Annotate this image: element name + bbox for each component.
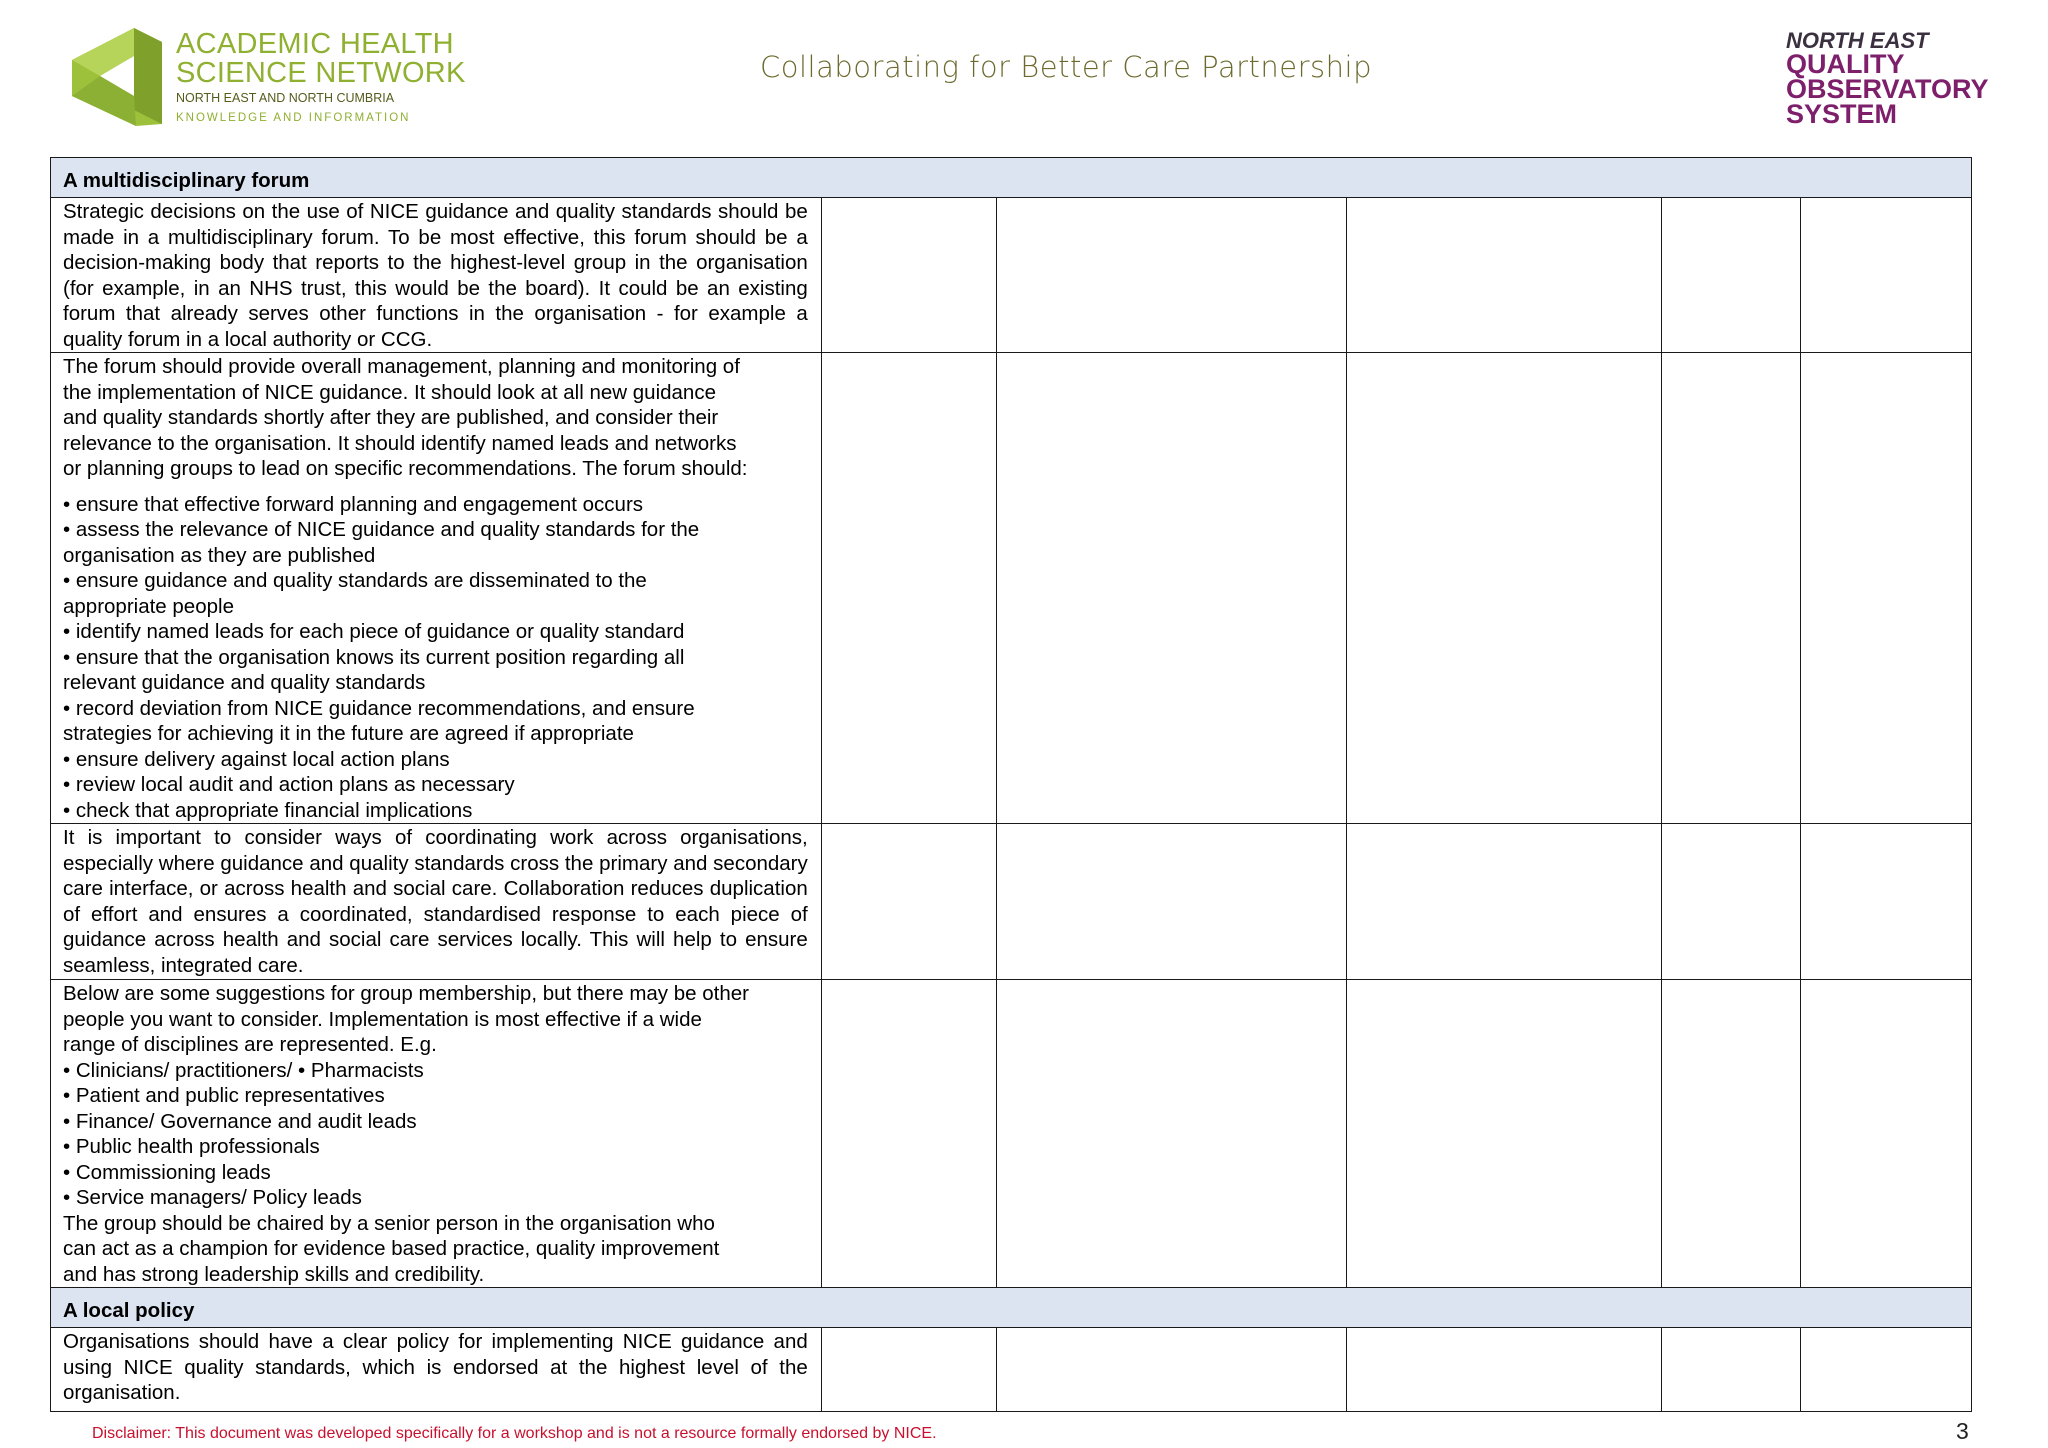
empty-cell[interactable] xyxy=(821,353,997,824)
list-item: • Patient and public representatives xyxy=(63,1084,385,1107)
empty-cell[interactable] xyxy=(997,353,1346,824)
list-item: organisation as they are published xyxy=(63,543,376,567)
empty-cell[interactable] xyxy=(1661,198,1801,353)
empty-cell[interactable] xyxy=(1801,980,1972,1288)
neqos-logo xyxy=(1786,28,1989,129)
neqos-line1: NORTH EAST xyxy=(1786,28,1929,53)
empty-cell[interactable] xyxy=(997,198,1346,353)
row-text-cell: Organisations should have a clear policy for implementing NICE guidance and using NICE quality standards, which is endorsed at the highest level of the organisation. xyxy=(51,1328,822,1412)
section-heading-multidisciplinary-forum: A multidisciplinary forum xyxy=(51,158,1972,198)
list-item: strategies for achieving it in the future are agreed if appropriate xyxy=(63,722,634,745)
text-line: The forum should provide overall management, planning and monitoring of xyxy=(63,355,740,378)
empty-cell[interactable] xyxy=(1346,198,1661,353)
row-text-cell: Strategic decisions on the use of NICE guidance and quality standards should be made in a multidisciplinary forum. To be most effective, this forum should be a decision-making body that reports to the highest-level group in the organisation (for example, in an NHS trust, this would be the board). It could be an existing forum that already serves other functions in the organisation - for example a quality forum in a local authority or CCG. xyxy=(51,198,822,353)
text-line: and quality standards shortly after they are published, and consider their xyxy=(63,406,719,429)
empty-cell[interactable] xyxy=(821,1328,997,1412)
empty-cell[interactable] xyxy=(1346,980,1661,1288)
table-row xyxy=(51,353,1972,824)
list-item: • review local audit and action plans as necessary xyxy=(63,773,515,796)
list-item: • assess the relevance of NICE guidance and quality standards for the xyxy=(63,518,700,541)
list-item: relevant guidance and quality standards xyxy=(63,671,426,694)
list-item: • Service managers/ Policy leads xyxy=(63,1186,362,1209)
text-line: people you want to consider. Implementation is most effective if a wide xyxy=(63,1007,702,1031)
empty-cell[interactable] xyxy=(997,980,1346,1288)
list-item: • ensure that effective forward planning and engagement occurs xyxy=(63,492,644,516)
empty-cell[interactable] xyxy=(1346,824,1661,980)
row-text-cell xyxy=(51,980,822,1288)
empty-cell[interactable] xyxy=(1801,1328,1972,1412)
text-line: relevance to the organisation. It should identify named leads and networks xyxy=(63,431,737,455)
empty-cell[interactable] xyxy=(997,824,1346,980)
neqos-line3: OBSERVATORY xyxy=(1786,74,1989,104)
disclaimer: Disclaimer: This document was developed specifically for a workshop and is not a resource formally endorsed by NICE. xyxy=(92,1425,937,1442)
empty-cell[interactable] xyxy=(1801,824,1972,980)
text-line: and has strong leadership skills and credibility. xyxy=(63,1262,485,1286)
empty-cell[interactable] xyxy=(1661,824,1801,980)
neqos-line2: QUALITY xyxy=(1786,49,1905,79)
text-line: range of disciplines are represented. E.g. xyxy=(63,1033,437,1056)
table-row xyxy=(51,198,1972,353)
row-text-cell: It is important to consider ways of coordinating work across organisations, especially where guidance and quality standards cross the primary and secondary care interface, or across health and social care. Collaboration reduces duplication of effort and ensures a coordinated, standardised response to each piece of guidance across health and social care services locally. This will help to ensure seamless, integrated care. xyxy=(51,824,822,980)
list-item: appropriate people xyxy=(63,594,234,618)
empty-cell[interactable] xyxy=(1801,353,1972,824)
list-item: • ensure delivery against local action plans xyxy=(63,747,450,771)
list-item: • identify named leads for each piece of guidance or quality standard xyxy=(63,620,685,643)
row-text-cell xyxy=(51,353,822,824)
empty-cell[interactable] xyxy=(821,198,997,353)
section-heading-row xyxy=(51,158,1972,198)
list-item: • record deviation from NICE guidance recommendations, and ensure xyxy=(63,696,695,720)
empty-cell[interactable] xyxy=(1661,1328,1801,1412)
page-number: 3 xyxy=(1956,1418,1969,1444)
text-line: or planning groups to lead on specific recommendations. The forum should: xyxy=(63,457,748,480)
text-line: the implementation of NICE guidance. It should look at all new guidance xyxy=(63,380,716,404)
neqos-line4: SYSTEM xyxy=(1786,99,1898,129)
list-item: • Commissioning leads xyxy=(63,1160,271,1184)
forum-intro xyxy=(63,354,808,482)
list-item: • ensure that the organisation knows its current position regarding all xyxy=(63,645,685,669)
empty-cell[interactable] xyxy=(997,1328,1346,1412)
list-item: • Finance/ Governance and audit leads xyxy=(63,1109,417,1133)
text-line: The group should be chaired by a senior person in the organisation who xyxy=(63,1211,715,1235)
forum-duties-list xyxy=(63,492,808,824)
ahsn-tagline: KNOWLEDGE AND INFORMATION xyxy=(176,112,411,124)
section-heading-local-policy: A local policy xyxy=(51,1288,1972,1328)
ahsn-region: NORTH EAST AND NORTH CUMBRIA xyxy=(176,91,395,105)
text-line: Below are some suggestions for group membership, but there may be other xyxy=(63,982,749,1005)
ahsn-name-line1: ACADEMIC HEALTH xyxy=(176,28,454,60)
ahsn-logo xyxy=(70,26,466,130)
page-title: Collaborating for Better Care Partnership xyxy=(760,50,1373,84)
empty-cell[interactable] xyxy=(821,980,997,1288)
ahsn-name-line2: SCIENCE NETWORK xyxy=(176,57,466,89)
empty-cell[interactable] xyxy=(1801,198,1972,353)
section-heading-row xyxy=(51,1288,1972,1328)
table-row xyxy=(51,1328,1972,1412)
empty-cell[interactable] xyxy=(1346,353,1661,824)
table-row xyxy=(51,980,1972,1288)
empty-cell[interactable] xyxy=(821,824,997,980)
ahsn-triangle-icon xyxy=(70,26,166,130)
empty-cell[interactable] xyxy=(1661,353,1801,824)
table-row xyxy=(51,824,1972,980)
list-item: • ensure guidance and quality standards are disseminated to the xyxy=(63,569,647,592)
text-line: can act as a champion for evidence based practice, quality improvement xyxy=(63,1237,720,1260)
empty-cell[interactable] xyxy=(1346,1328,1661,1412)
list-item: • check that appropriate financial implications xyxy=(63,798,473,822)
list-item: • Clinicians/ practitioners/ • Pharmacists xyxy=(63,1058,424,1082)
list-item: • Public health professionals xyxy=(63,1135,320,1158)
assessment-table xyxy=(50,157,1972,1412)
empty-cell[interactable] xyxy=(1661,980,1801,1288)
